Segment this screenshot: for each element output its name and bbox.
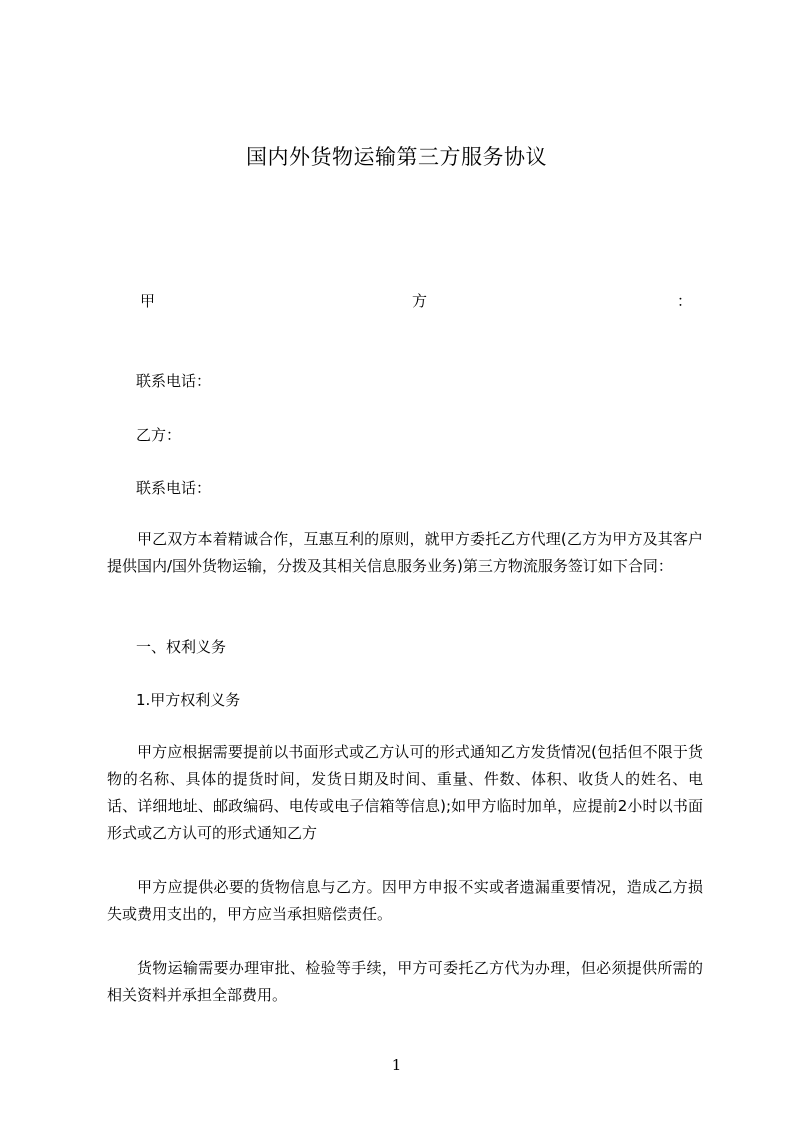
party-a-colon: ： bbox=[676, 292, 692, 310]
document-title: 国内外货物运输第三方服务协议 bbox=[246, 145, 547, 169]
party-b-phone-label: 联系电话： bbox=[136, 479, 212, 497]
party-a-line bbox=[140, 288, 692, 314]
clause-paragraph: 货物运输需要办理审批、检验等手续，甲方可委托乙方代为办理，但必须提供所需的相关资料并承担全部费用。 bbox=[107, 959, 703, 1004]
party-a-char-1: 甲 bbox=[140, 292, 156, 310]
clause-paragraph: 甲方应根据需要提前以书面形式或乙方认可的形式通知乙方发货情况(包括但不限于货物的名称、具体的提货时间，发货日期及时间、重量、件数、体积、收货人的姓名、电话、详细地址、邮政编码、电传或电子信箱等信息);如甲方临时加单，应提前2小时以书面形式或乙方认可的形式通知乙方 bbox=[107, 743, 703, 842]
party-a-phone-label: 联系电话： bbox=[136, 372, 212, 390]
intro-paragraph: 甲乙双方本着精诚合作，互惠互利的原则，就甲方委托乙方代理(乙方为甲方及其客户提供国内/国外货物运输，分拨及其相关信息服务业务)第三方物流服务签订如下合同： bbox=[107, 530, 703, 575]
page-number: 1 bbox=[391, 1056, 402, 1074]
party-a-char-2: 方 bbox=[412, 292, 428, 310]
clause-paragraph: 甲方应提供必要的货物信息与乙方。因甲方申报不实或者遗漏重要情况，造成乙方损失或费用支出的，甲方应当承担赔偿责任。 bbox=[107, 878, 703, 923]
party-b-label: 乙方： bbox=[136, 426, 182, 444]
subsection-heading-party-a: 1.甲方权利义务 bbox=[136, 691, 241, 709]
section-heading-rights-obligations: 一、权利义务 bbox=[136, 638, 227, 656]
